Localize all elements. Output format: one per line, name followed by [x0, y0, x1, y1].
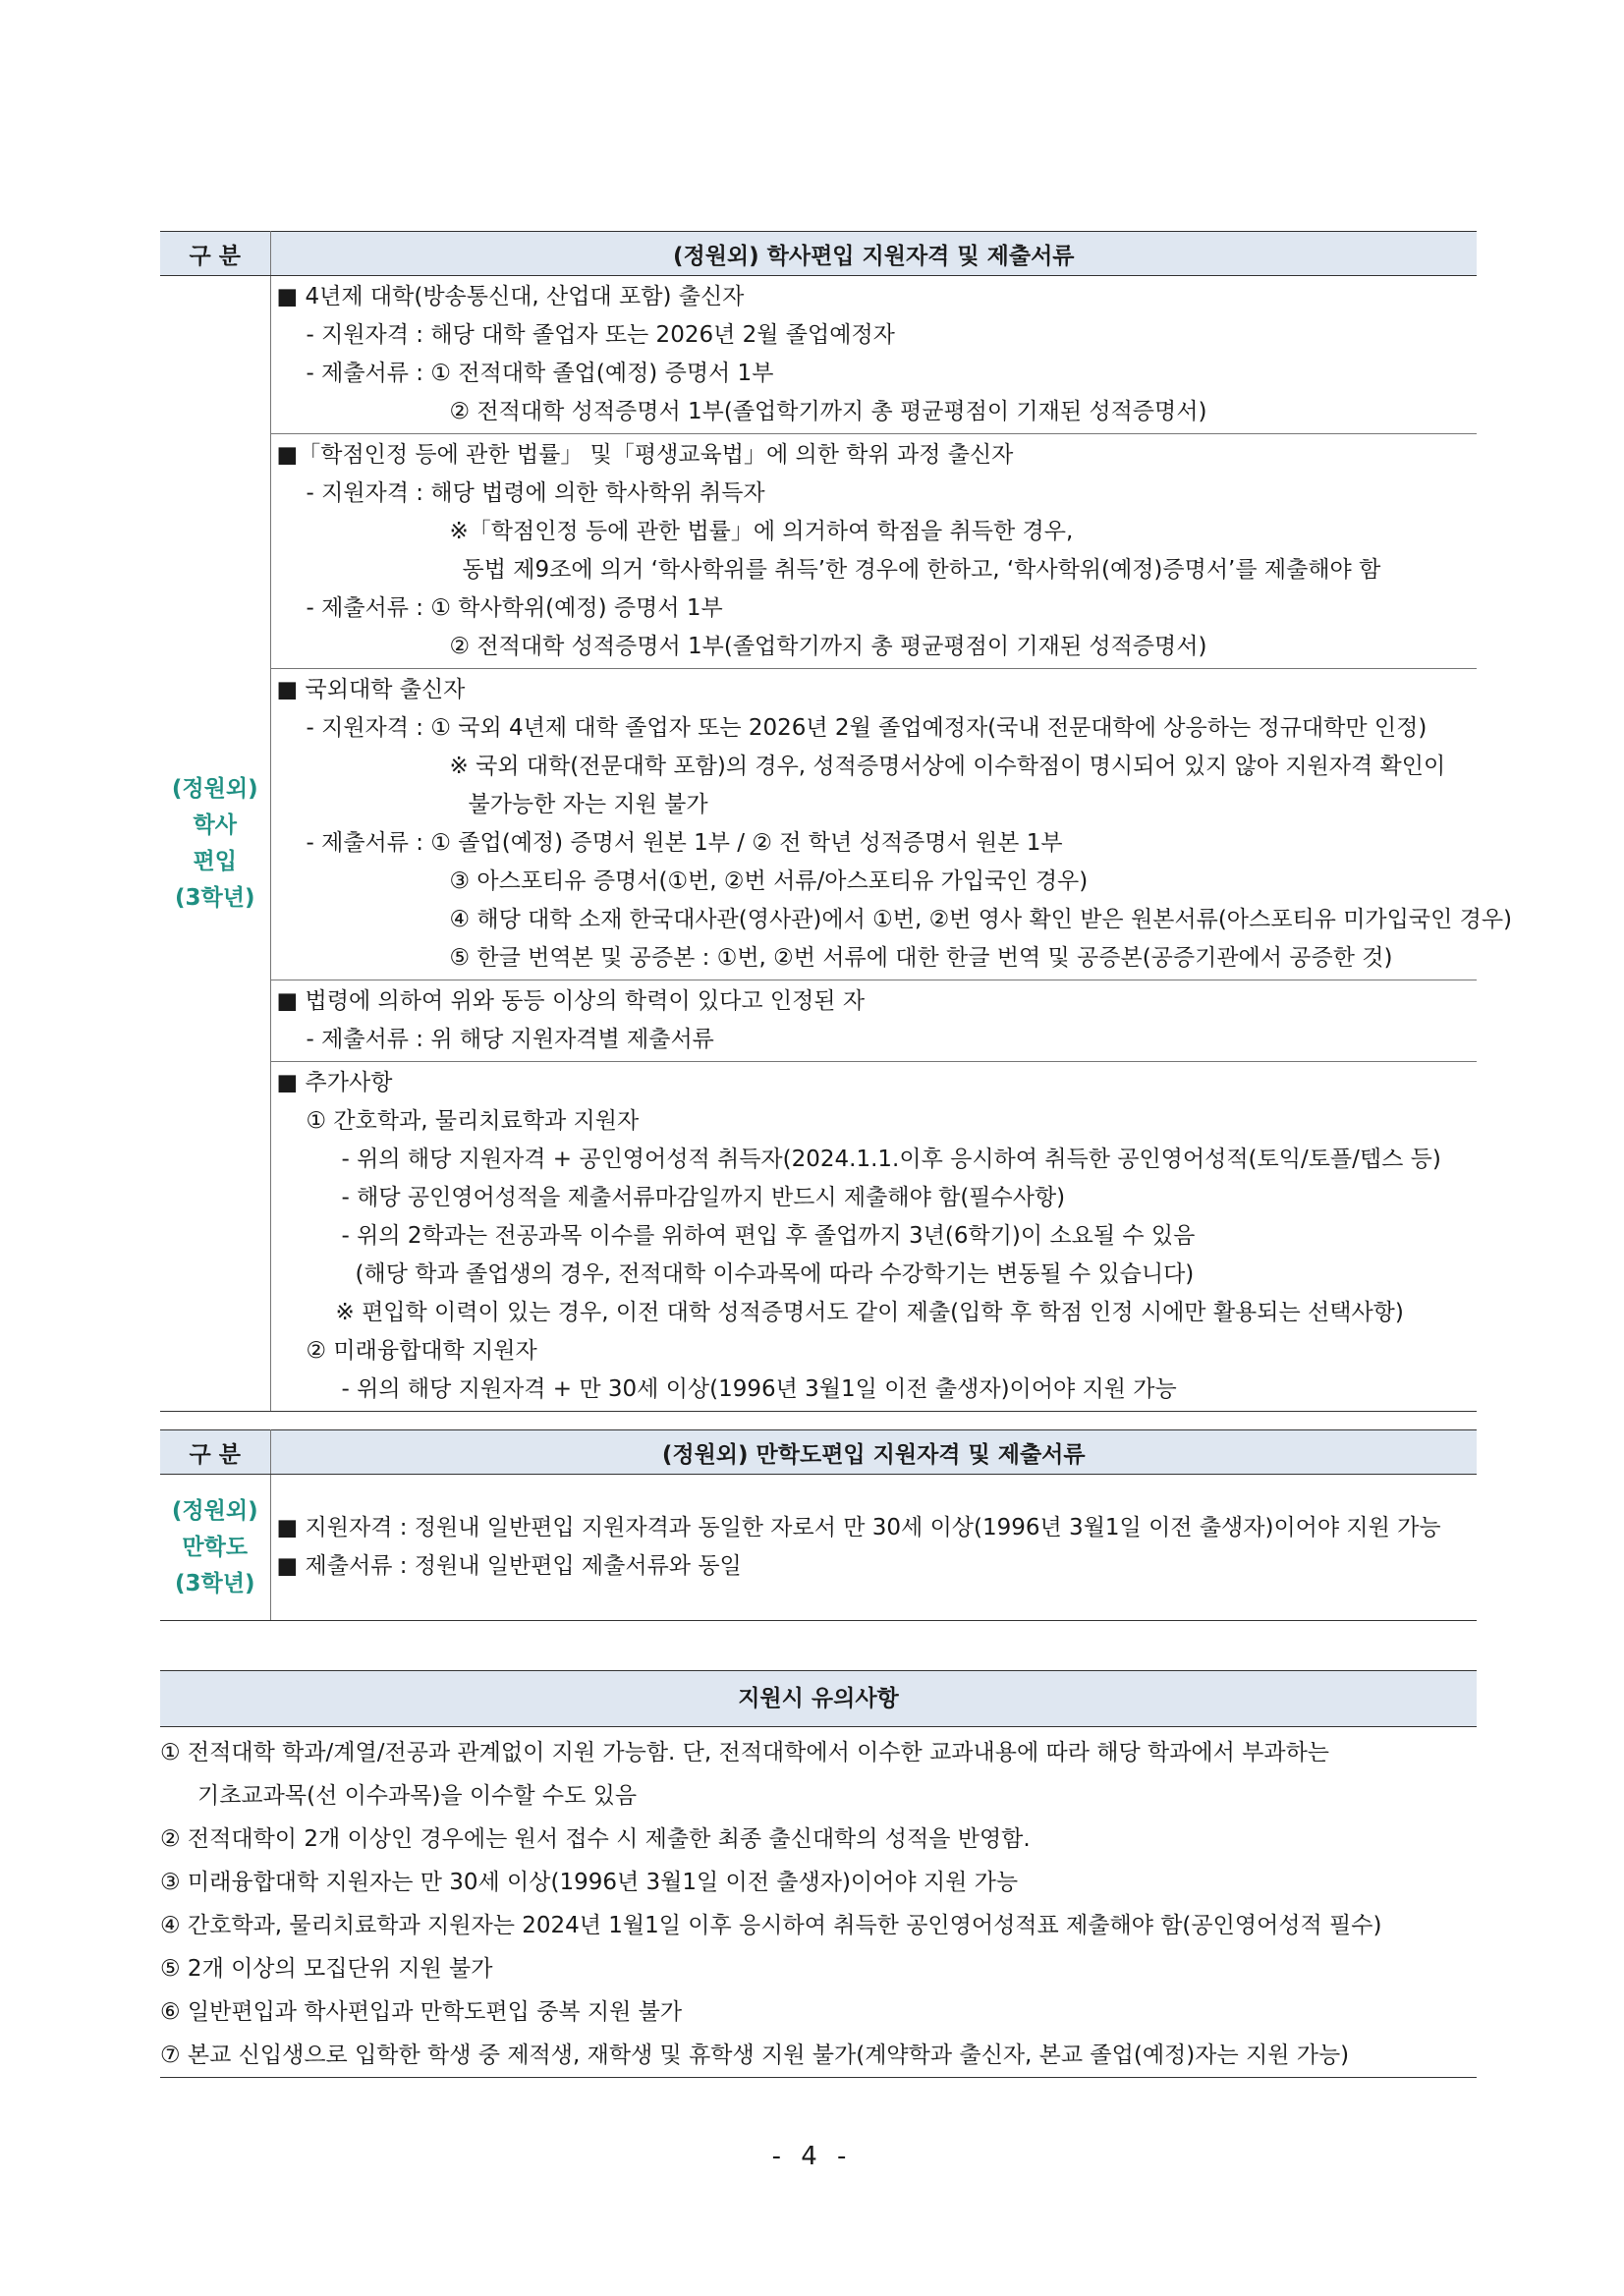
section-credit-recognition: ■「학점인정 등에 관한 법률」 및「평생교육법」에 의한 학위 과정 출신자 - 지원자격 : 해당 법령에 의한 학사학위 취득자 ※「학점인정 등에 관한 법률」에 의거하여 학점을 취득한 경우, 동법 제9조에 의거 ‘학사학위를 취득’한 경우에 한하고, ‘학사학위(예정)증명서’를 제출해야 함 - 제출서류 : ① 학사학위(예정) 증명서 1부 ② 전적대학 성적증명서 1부(졸업학기까지 총 평균평점이 기재된 성적증명서) — [270, 434, 1477, 669]
table2-content: ■ 지원자격 : 정원내 일반편입 지원자격과 동일한 자로서 만 30세 이상(1996년 3월1일 이전 출생자)이어야 지원 가능 ■ 제출서류 : 정원내 일반편입 제출서류와 동일 — [270, 1475, 1477, 1621]
notes-body — [160, 1727, 1477, 2078]
note-item: ⑦ 본교 신입생으로 입학한 학생 중 제적생, 재학생 및 휴학생 지원 불가(계약학과 출신자, 본교 졸업(예정)자는 지원 가능) — [160, 2043, 1350, 2068]
mature-student-transfer-table — [160, 1429, 1477, 1621]
note-item: ① 전적대학 학과/계열/전공과 관계없이 지원 가능함. 단, 전적대학에서 이수한 교과내용에 따라 해당 학과에서 부과하는 — [160, 1740, 1330, 1765]
note-item: ⑥ 일반편입과 학사편입과 만학도편입 중복 지원 불가 — [160, 1999, 683, 2025]
bachelor-transfer-table — [160, 231, 1513, 1412]
note-item: ⑤ 2개 이상의 모집단위 지원 불가 — [160, 1956, 493, 1982]
section-foreign-university: ■ 국외대학 출신자 - 지원자격 : ① 국외 4년제 대학 졸업자 또는 2026년 2월 졸업예정자(국내 전문대학에 상응하는 정규대학만 인정) ※ 국외 대학(전문대학 포함)의 경우, 성적증명서상에 이수학점이 명시되어 있지 않아 지원자격 확인이 불가능한 자는 지원 불가 - 제출서류 : ① 졸업(예정) 증명서 원본 1부 / ② 전 학년 성적증명서 원본 1부 ③ 아스포티유 증명서(①번, ②번 서류/아스포티유 가입국인 경우) ④ 해당 대학 소재 한국대사관(영사관)에서 ①번, ②번 영사 확인 받은 원본서류(아스포티유 미가입국인 경우) ⑤ 한글 번역본 및 공증본 : ①번, ②번 서류에 대한 한글 번역 및 공증본(공증기관에서 공증한 것) — [270, 669, 1477, 980]
table2-header-title: (정원외) 만학도편입 지원자격 및 제출서류 — [270, 1430, 1477, 1475]
table2-header-gubun: 구 분 — [160, 1430, 270, 1475]
section-equivalent-education: ■ 법령에 의하여 위와 동등 이상의 학력이 있다고 인정된 자 - 제출서류 : 위 해당 지원자격별 제출서류 — [270, 980, 1477, 1062]
application-notes — [160, 1670, 1477, 2078]
page-number: - 4 - — [771, 2142, 853, 2171]
section-additional-notes: ■ 추가사항 ① 간호학과, 물리치료학과 지원자 - 위의 해당 지원자격 + 공인영어성적 취득자(2024.1.1.이후 응시하여 취득한 공인영어성적(토익/토플/텝스 등) - 해당 공인영어성적을 제출서류마감일까지 반드시 제출해야 함(필수사항) - 위의 2학과는 전공과목 이수를 위하여 편입 후 졸업까지 3년(6학기)이 소요될 수 있음 (해당 학과 졸업생의 경우, 전적대학 이수과목에 따라 수강학기는 변동될 수 있습니다) ※ 편입학 이력이 있는 경우, 이전 대학 성적증명서도 같이 제출(입학 후 학점 인정 시에만 활용되는 선택사항) ② 미래융합대학 지원자 - 위의 해당 지원자격 + 만 30세 이상(1996년 3월1일 이전 출생자)이어야 지원 가능 — [270, 1062, 1477, 1412]
table2-category: (정원외) 만학도 (3학년) — [160, 1475, 270, 1621]
table1-header-gubun: 구 분 — [160, 232, 270, 276]
section-four-year-university: ■ 4년제 대학(방송통신대, 산업대 포함) 출신자 - 지원자격 : 해당 대학 졸업자 또는 2026년 2월 졸업예정자 - 제출서류 : ① 전적대학 졸업(예정) 증명서 1부 ② 전적대학 성적증명서 1부(졸업학기까지 총 평균평점이 기재된 성적증명서) — [270, 276, 1477, 434]
table1-header-title: (정원외) 학사편입 지원자격 및 제출서류 — [270, 232, 1477, 276]
table1-category: (정원외) 학사 편입 (3학년) — [160, 276, 270, 1412]
notes-title: 지원시 유의사항 — [160, 1670, 1477, 1727]
note-item: ③ 미래융합대학 지원자는 만 30세 이상(1996년 3월1일 이전 출생자)이어야 지원 가능 — [160, 1870, 1019, 1895]
note-item: ② 전적대학이 2개 이상인 경우에는 원서 접수 시 제출한 최종 출신대학의 성적을 반영함. — [160, 1826, 1031, 1852]
note-item: ④ 간호학과, 물리치료학과 지원자는 2024년 1월1일 이후 응시하여 취득한 공인영어성적표 제출해야 함(공인영어성적 필수) — [160, 1913, 1382, 1938]
note-item-continued: 기초교과목(선 이수과목)을 이수할 수도 있음 — [197, 1783, 638, 1809]
